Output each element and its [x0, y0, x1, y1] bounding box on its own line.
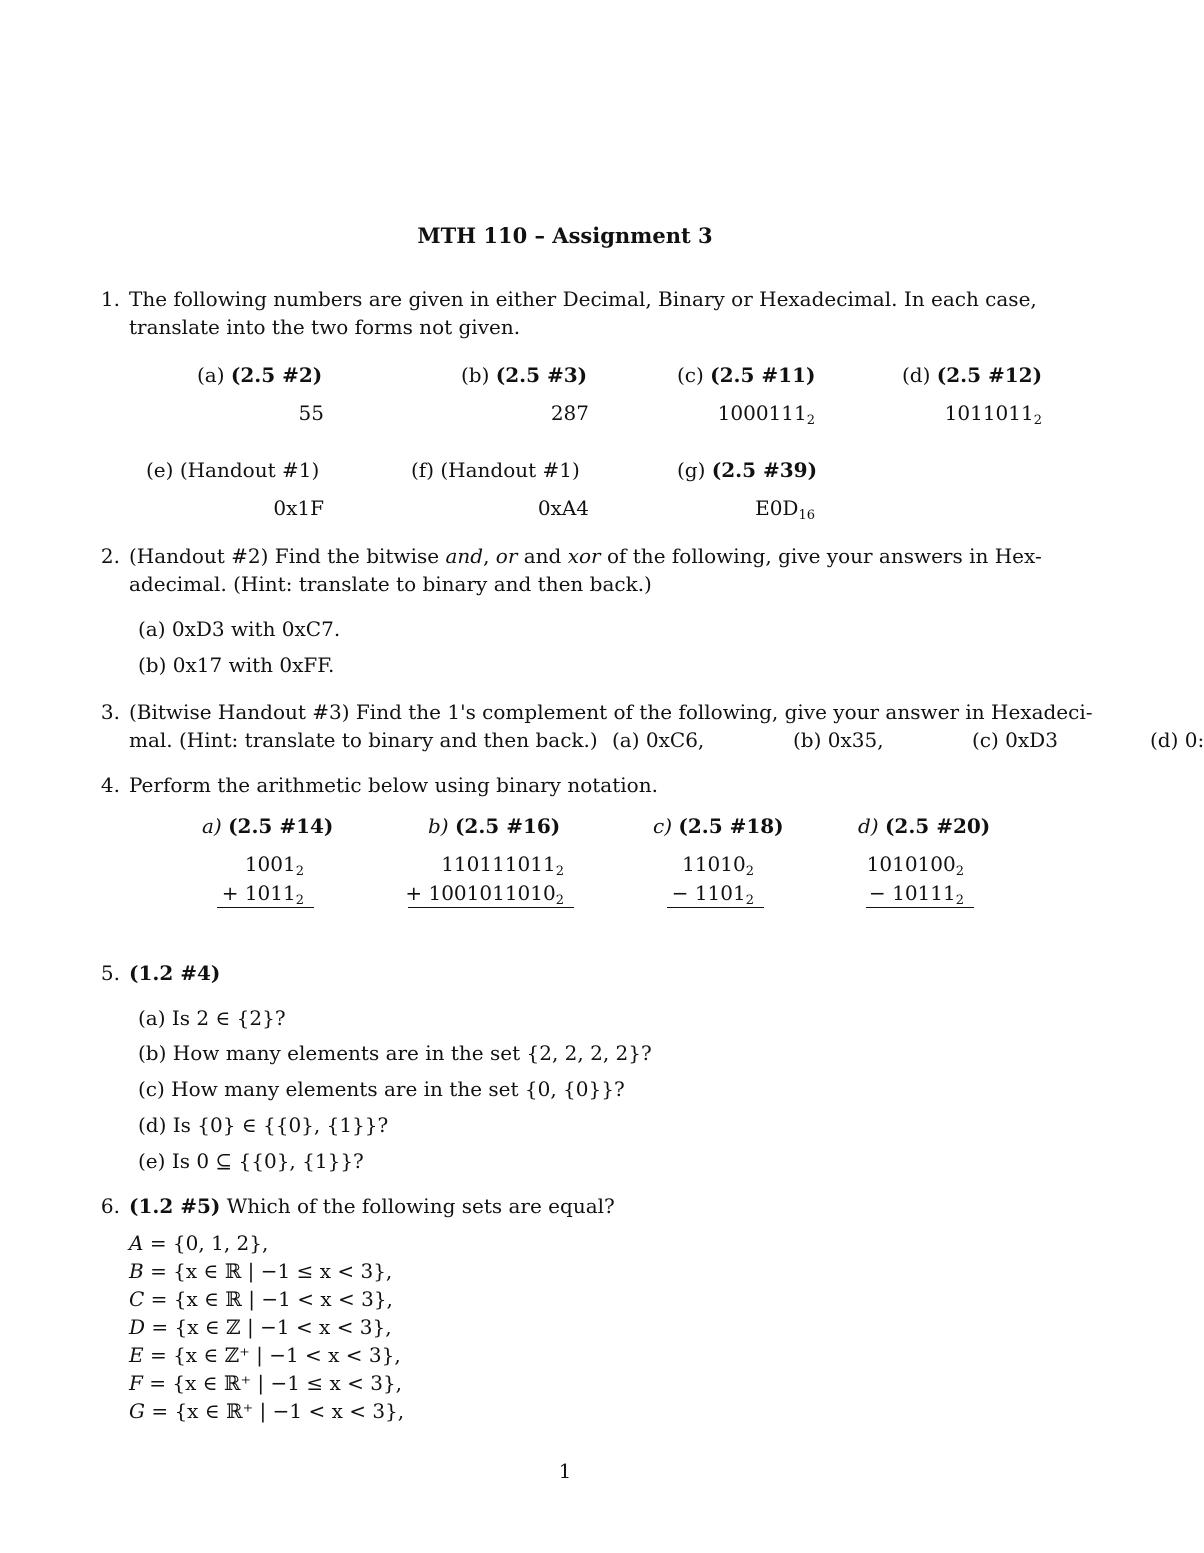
q4-part-b-header: b) (2.5 #16) — [428, 814, 561, 838]
q4-part-c-top: $11010_2$ — [682, 852, 754, 879]
q1-part-e-value: 0x1F — [273, 496, 324, 520]
q2-part-b: (b) 0x17 with 0xFF. — [138, 653, 335, 677]
question-2-text-line2: adecimal. (Hint: translate to binary and then back.) — [129, 572, 652, 596]
q1-part-f-value: 0xA4 — [537, 496, 589, 520]
question-3-text: (Bitwise Handout #3) Find the 1's complement of the following, give your answer in Hexadeci- — [129, 700, 1093, 724]
q1-part-g-header: (g) (2.5 #39) — [677, 458, 818, 482]
q4-part-a-top: $1001_2$ — [244, 852, 304, 879]
q1-part-c-header: (c) (2.5 #11) — [677, 363, 816, 387]
q1-part-a-value: 55 — [298, 401, 324, 425]
q4-part-d-rule — [866, 907, 974, 908]
q3-part-c: (c) 0xD3 — [972, 728, 1058, 752]
q1-part-a-header: (a) (2.5 #2) — [197, 363, 323, 387]
set-c-definition: C = {x ∈ ℝ | −1 < x < 3}, — [129, 1287, 393, 1311]
q3-part-b: (b) 0x35, — [793, 728, 884, 752]
set-b-definition: B = {x ∈ ℝ | −1 ≤ x < 3}, — [129, 1259, 393, 1283]
q4-part-a-header: a) (2.5 #14) — [202, 814, 334, 838]
page-title: MTH 110 – Assignment 3 — [417, 223, 713, 248]
q4-part-c-rule — [667, 907, 764, 908]
q5-part-d: (d) Is {0} ∈ {{0}, {1}}? — [138, 1113, 389, 1137]
q4-part-a-bottom: + $1011_2$ — [221, 881, 304, 908]
q5-part-b: (b) How many elements are in the set {2, 2, 2, 2}? — [138, 1041, 652, 1065]
question-4-number: 4. — [100, 773, 120, 797]
q3-part-a: (a) 0xC6, — [612, 728, 705, 752]
page-number: 1 — [558, 1459, 572, 1483]
q5-part-e: (e) Is 0 ⊆ {{0}, {1}}? — [138, 1149, 364, 1173]
question-2-number: 2. — [100, 544, 120, 568]
q4-part-b-bottom: + $1001011010_2$ — [405, 881, 564, 908]
question-4-text: Perform the arithmetic below using binary notation. — [129, 773, 658, 797]
q4-part-a-rule — [217, 907, 314, 908]
q2-part-a: (a) 0xD3 with 0xC7. — [138, 617, 341, 641]
q4-part-c-bottom: − $1101_2$ — [671, 881, 754, 908]
question-1-number: 1. — [100, 287, 120, 311]
q1-part-d-header: (d) (2.5 #12) — [902, 363, 1043, 387]
set-g-definition: G = {x ∈ ℝ⁺ | −1 < x < 3}, — [129, 1399, 405, 1423]
q4-part-d-bottom: − $10111_2$ — [868, 881, 964, 908]
q4-part-d-top: $1010100_2$ — [866, 852, 964, 879]
q1-part-f-header: (f) (Handout #1) — [411, 458, 580, 482]
q4-part-c-header: c) (2.5 #18) — [653, 814, 784, 838]
question-3-number: 3. — [100, 700, 120, 724]
q1-part-b-value: 287 — [550, 401, 589, 425]
q4-part-d-header: d) (2.5 #20) — [858, 814, 991, 838]
q1-part-e-header: (e) (Handout #1) — [146, 458, 320, 482]
q5-part-a: (a) Is 2 ∈ {2}? — [138, 1006, 286, 1030]
q3-part-d: (d) 0: — [1150, 728, 1204, 752]
q1-part-g-value: $E0D_{16}$ — [755, 496, 815, 523]
set-f-definition: F = {x ∈ ℝ⁺ | −1 ≤ x < 3}, — [129, 1371, 403, 1395]
question-6-text: (1.2 #5) Which of the following sets are equal? — [129, 1194, 615, 1218]
question-1-text-line2: translate into the two forms not given. — [129, 315, 521, 339]
set-d-definition: D = {x ∈ ℤ | −1 < x < 3}, — [129, 1315, 392, 1339]
q4-part-b-top: $110111011_2$ — [441, 852, 564, 879]
question-5-number: 5. — [100, 961, 120, 985]
question-2-text: (Handout #2) Find the bitwise and, or and xor of the following, give your answers in Hex- — [129, 544, 1042, 568]
question-6-number: 6. — [100, 1194, 120, 1218]
q1-part-b-header: (b) (2.5 #3) — [461, 363, 588, 387]
question-1-text: The following numbers are given in either Decimal, Binary or Hexadecimal. In each case, — [129, 287, 1037, 311]
question-3-text-line2: mal. (Hint: translate to binary and then back.) — [129, 728, 598, 752]
q1-part-d-value: $1011011_2$ — [944, 401, 1042, 428]
set-e-definition: E = {x ∈ ℤ⁺ | −1 < x < 3}, — [129, 1343, 401, 1367]
q1-part-c-value: $1000111_2$ — [717, 401, 815, 428]
q4-part-b-rule — [408, 907, 574, 908]
q5-part-c: (c) How many elements are in the set {0, {0}}? — [138, 1077, 625, 1101]
question-5-ref: (1.2 #4) — [129, 961, 221, 985]
set-a-definition: A = {0, 1, 2}, — [129, 1231, 269, 1255]
